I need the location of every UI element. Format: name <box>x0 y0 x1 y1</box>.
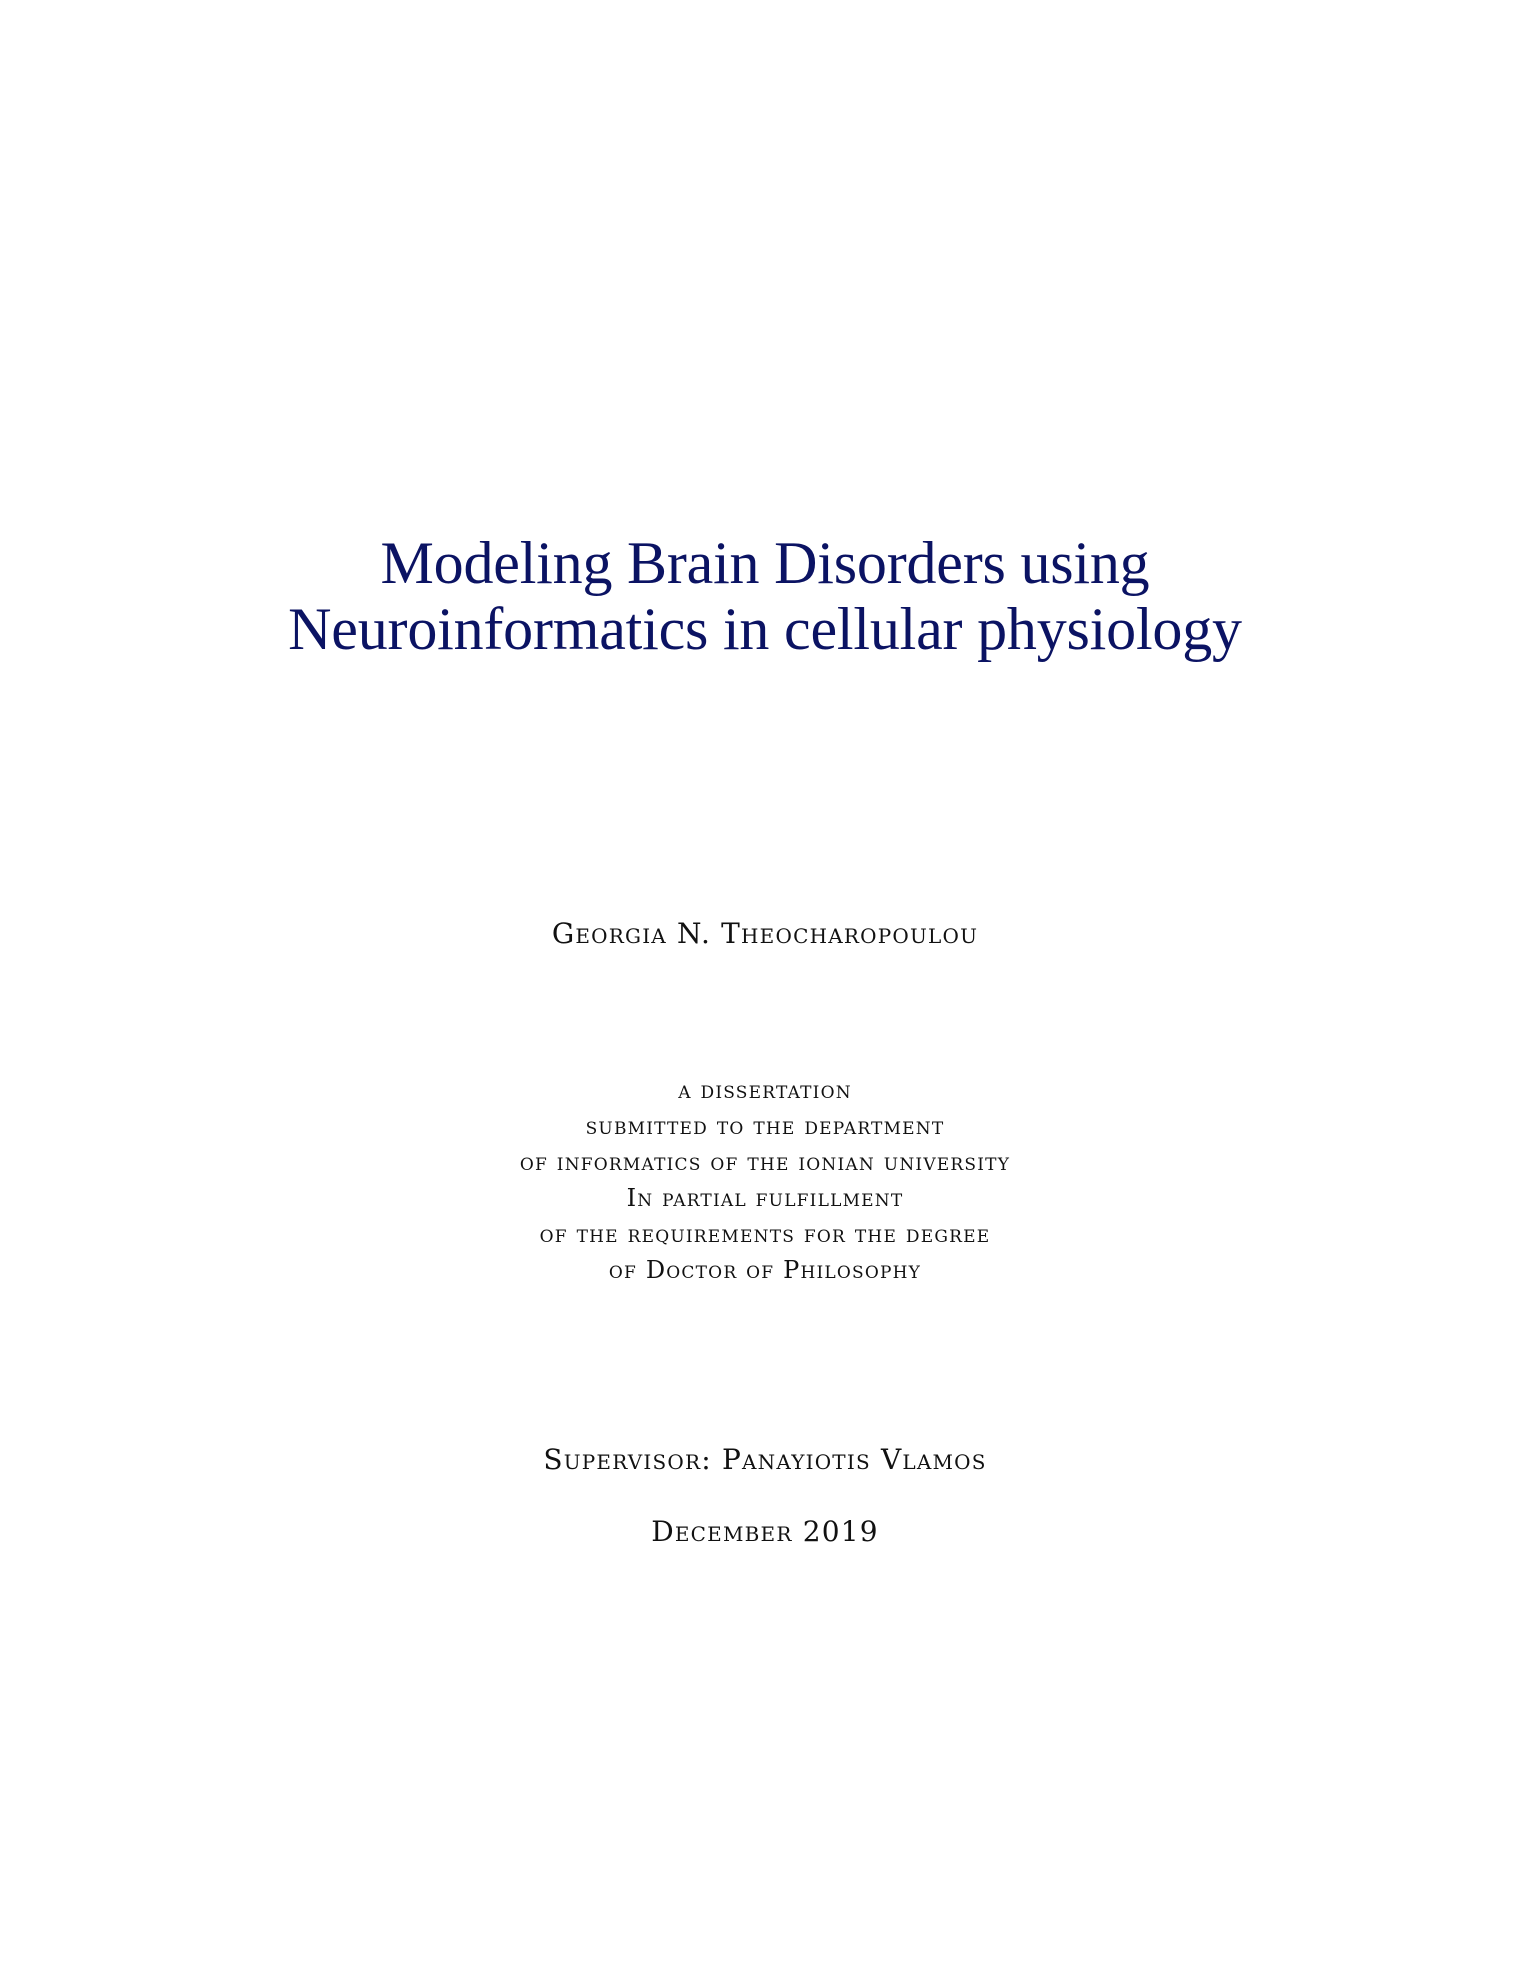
dissertation-line-1: a dissertation <box>678 1076 852 1104</box>
supervisor: Supervisor: Panayiotis Vlamos <box>543 1443 987 1476</box>
title-line-1: Modeling Brain Disorders using <box>380 530 1150 596</box>
author-name: Georgia N. Theocharopoulou <box>551 917 979 950</box>
dissertation-title <box>0 530 1530 662</box>
dissertation-line-2: submitted to the department <box>585 1112 945 1140</box>
dissertation-line-6: of Doctor of Philosophy <box>608 1256 922 1284</box>
dissertation-line-3: of informatics of the ionian university <box>519 1148 1011 1176</box>
title-line-2: Neuroinformatics in cellular physiology <box>288 596 1242 662</box>
dissertation-line-5: of the requirements for the degree <box>539 1220 991 1248</box>
submission-date: December 2019 <box>651 1515 879 1548</box>
dissertation-statement <box>0 1072 1530 1288</box>
dissertation-line-4: In partial fulfillment <box>626 1184 904 1212</box>
